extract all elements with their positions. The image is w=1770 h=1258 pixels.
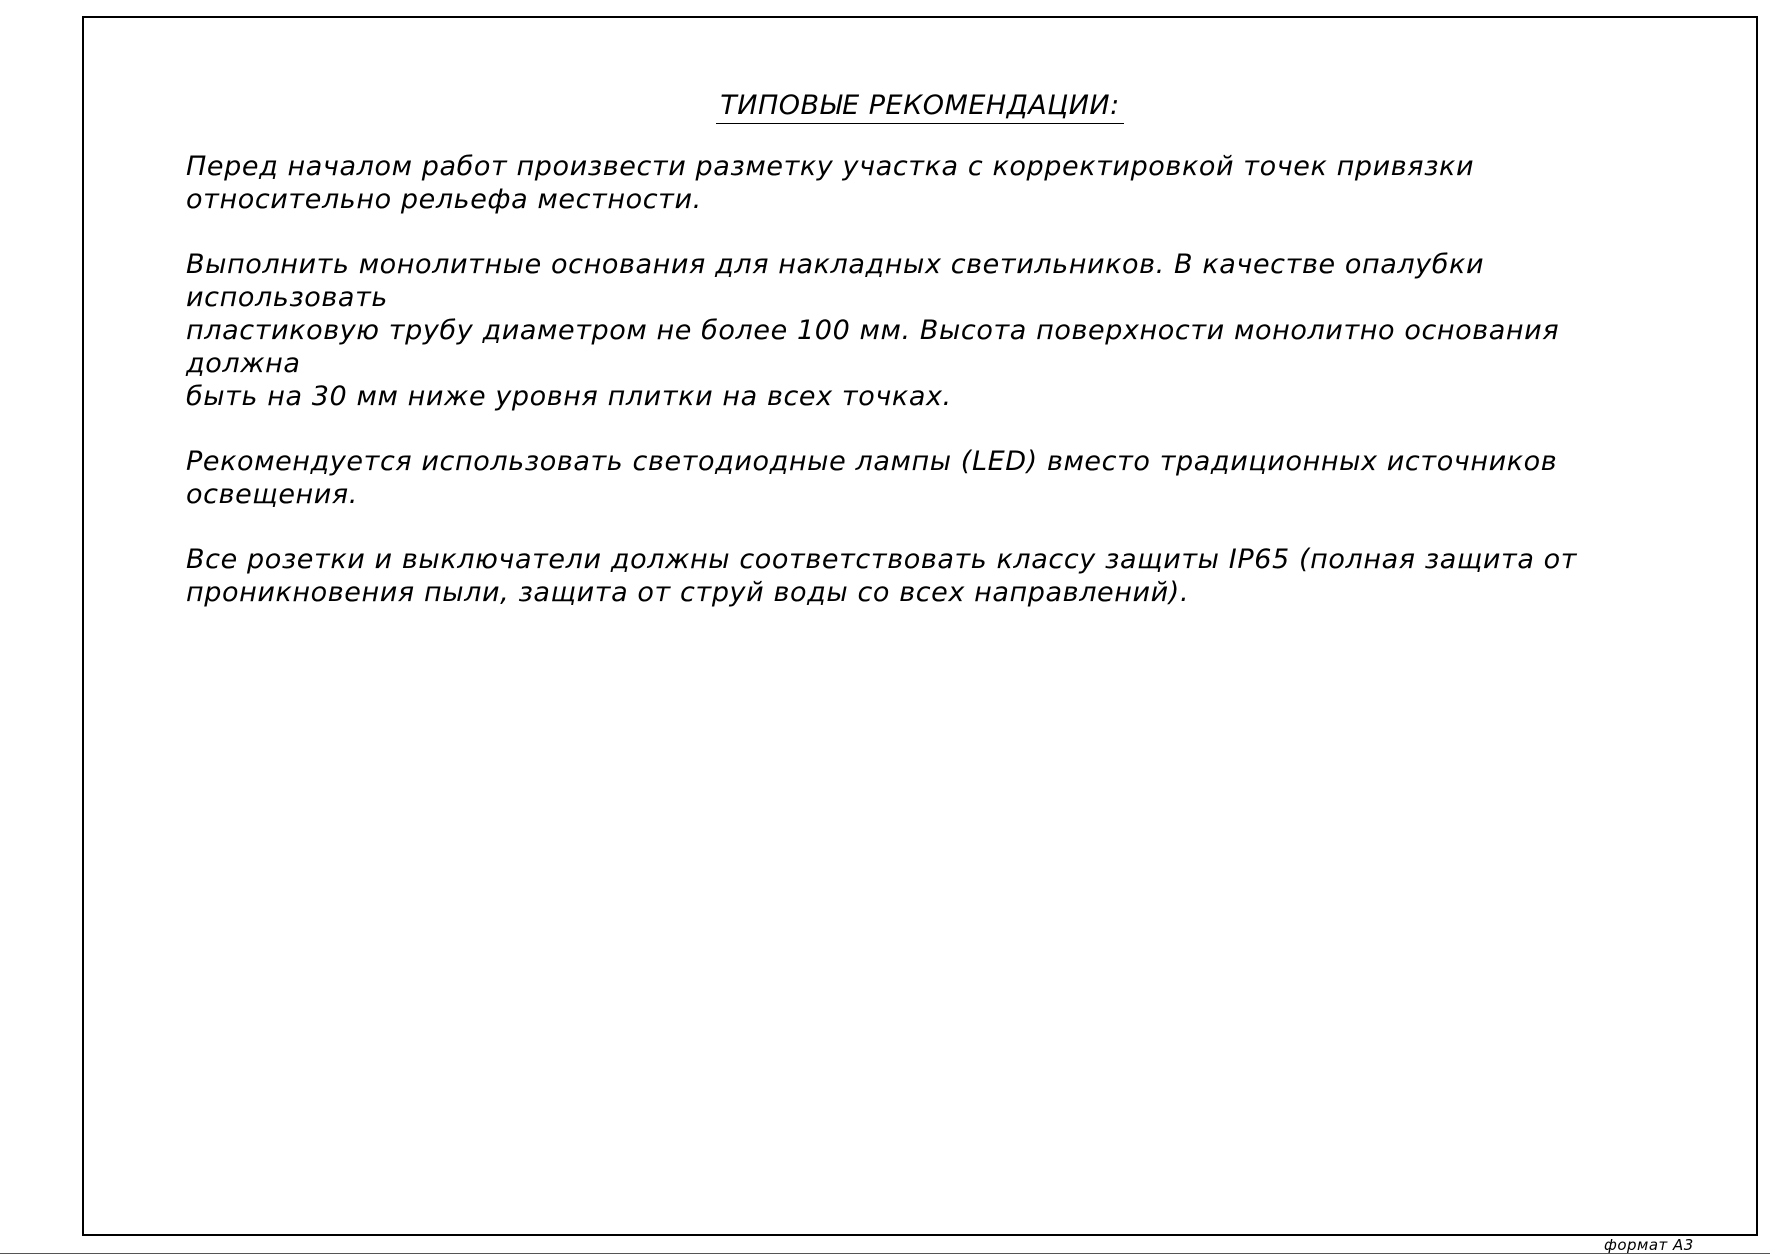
- page-title-text: ТИПОВЫЕ РЕКОМЕНДАЦИИ:: [716, 90, 1123, 124]
- recommendation-item: Выполнить монолитные основания для накладных светильников. В качестве опалубки использовать пластиковую трубу диаметром не более 100 мм. Высота поверхности монолитно основания должна быть на 30 мм ниже уровня плитки на всех точках.: [186, 249, 1560, 412]
- page-title: [84, 90, 1756, 124]
- page-bottom-divider: [0, 1253, 1770, 1254]
- sheet-format-label: формат А3: [1604, 1236, 1694, 1254]
- recommendation-item: Все розетки и выключатели должны соответствовать классу защиты IP65 (полная защита от проникновения пыли, защита от струй воды со всех направлений).: [186, 544, 1578, 608]
- recommendation-item: Рекомендуется использовать светодиодные лампы (LED) вместо традиционных источников освещения.: [186, 446, 1558, 510]
- recommendation-item: Перед началом работ произвести разметку участка с корректировкой точек привязки относительно рельефа местности.: [186, 151, 1475, 215]
- recommendations-list: [186, 150, 1586, 641]
